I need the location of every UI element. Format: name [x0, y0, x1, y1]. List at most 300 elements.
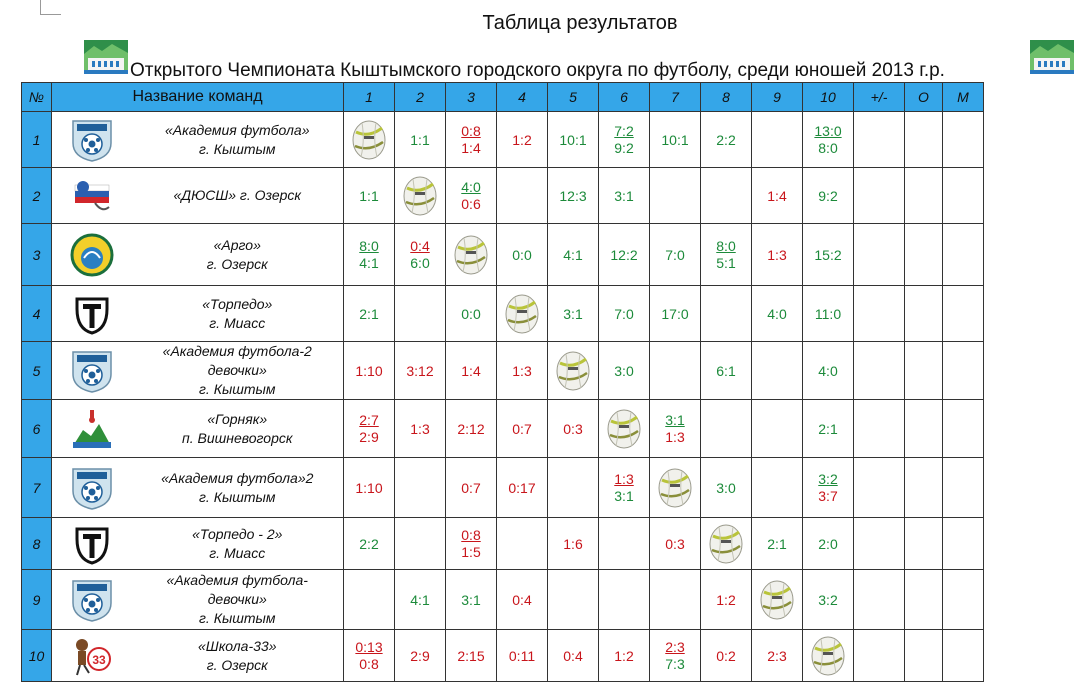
team-logo-cell	[52, 458, 132, 518]
score-cell	[599, 518, 650, 570]
score-cell	[599, 342, 650, 400]
table-row	[22, 630, 984, 682]
team-name-line: «Арго»	[213, 236, 261, 253]
match-score: 0:7	[461, 479, 481, 496]
second-match-score: 3:7	[818, 487, 838, 504]
match-score: 12:2	[610, 246, 638, 263]
match-score: 2:9	[410, 647, 430, 664]
table-row	[22, 570, 984, 630]
score-cell	[599, 224, 650, 286]
match-score-pair	[614, 123, 633, 157]
match-score: 0:11	[508, 647, 536, 664]
akademiya-logo	[69, 348, 115, 394]
match-score: 2:2	[716, 131, 736, 148]
second-match-score: 2:9	[359, 428, 379, 445]
first-match-score: 8:0	[716, 237, 736, 254]
place-cell	[943, 224, 984, 286]
team-name-line: девочки»	[207, 362, 267, 378]
score-cell	[752, 630, 803, 682]
match-score: 1:10	[355, 479, 383, 496]
match-score: 17:0	[661, 305, 689, 322]
table-row	[22, 518, 984, 570]
second-match-score: 4:1	[359, 254, 379, 271]
second-match-score: 1:5	[461, 543, 481, 560]
score-cell	[548, 400, 599, 458]
football-icon	[401, 174, 439, 218]
score-cell	[497, 630, 548, 682]
place-cell	[943, 630, 984, 682]
football-icon	[452, 233, 490, 277]
score-cell	[548, 112, 599, 168]
score-cell	[701, 342, 752, 400]
self-match-cell	[599, 400, 650, 458]
football-icon	[656, 466, 694, 510]
match-score: 0:2	[716, 647, 736, 664]
score-cell	[395, 518, 446, 570]
points-cell	[905, 570, 943, 630]
score-cell	[344, 286, 395, 342]
match-score: 1:2	[716, 591, 736, 608]
score-cell	[497, 342, 548, 400]
col-header-team-name: Название команд	[52, 83, 344, 112]
football-icon	[554, 349, 592, 393]
score-cell	[803, 458, 854, 518]
place-cell	[943, 286, 984, 342]
self-match-cell	[701, 518, 752, 570]
score-cell	[650, 286, 701, 342]
goal-diff-cell	[854, 630, 905, 682]
score-cell	[395, 570, 446, 630]
torpedo-logo	[69, 521, 115, 567]
score-cell	[599, 112, 650, 168]
points-cell	[905, 518, 943, 570]
score-cell	[599, 286, 650, 342]
score-cell	[803, 168, 854, 224]
place-cell	[943, 400, 984, 458]
score-cell	[497, 168, 548, 224]
score-cell	[395, 458, 446, 518]
row-number: 4	[22, 286, 52, 342]
team-logo-cell	[52, 570, 132, 630]
first-match-score: 2:7	[359, 411, 379, 428]
match-score: 1:2	[614, 647, 634, 664]
self-match-cell	[446, 224, 497, 286]
match-score: 0:0	[512, 246, 532, 263]
table-row	[22, 224, 984, 286]
match-score-pair	[814, 123, 841, 157]
match-score: 15:2	[814, 246, 842, 263]
table-row	[22, 168, 984, 224]
score-cell	[599, 458, 650, 518]
goal-diff-cell	[854, 570, 905, 630]
col-header-goal-diff: +/-	[854, 83, 905, 112]
team-name-line: «Торпедо»	[202, 295, 273, 312]
team-name	[132, 400, 344, 458]
team-name	[132, 458, 344, 518]
match-score: 1:3	[512, 362, 532, 379]
score-cell	[752, 286, 803, 342]
score-cell	[803, 342, 854, 400]
team-name-line: г. Кыштым	[199, 381, 276, 397]
points-cell	[905, 286, 943, 342]
second-match-score: 8:0	[818, 139, 838, 156]
team-name-line: г. Миасс	[209, 544, 266, 561]
score-cell	[344, 224, 395, 286]
team-name-line: «Горняк»	[207, 410, 268, 427]
first-match-score: 0:13	[355, 638, 383, 655]
row-number: 8	[22, 518, 52, 570]
score-cell	[344, 570, 395, 630]
match-score: 10:1	[661, 131, 689, 148]
points-cell	[905, 342, 943, 400]
self-match-cell	[395, 168, 446, 224]
gornyak-logo	[69, 406, 115, 452]
points-cell	[905, 224, 943, 286]
col-header-round: 10	[803, 83, 854, 112]
score-cell	[701, 400, 752, 458]
col-header-points: О	[905, 83, 943, 112]
first-match-score: 3:1	[665, 411, 685, 428]
score-cell	[446, 168, 497, 224]
team-name	[132, 224, 344, 286]
goal-diff-cell	[854, 286, 905, 342]
match-score: 4:0	[767, 305, 787, 322]
match-score: 1:4	[767, 187, 787, 204]
score-cell	[446, 458, 497, 518]
match-score: 10:1	[559, 131, 587, 148]
match-score: 4:1	[563, 246, 583, 263]
score-cell	[650, 168, 701, 224]
match-score: 2:1	[818, 420, 838, 437]
col-header-round: 1	[344, 83, 395, 112]
row-number: 3	[22, 224, 52, 286]
first-match-score: 13:0	[814, 122, 842, 139]
first-match-score: 0:4	[410, 237, 430, 254]
match-score-pair	[716, 238, 735, 272]
match-score: 3:0	[716, 479, 736, 496]
col-header-round: 2	[395, 83, 446, 112]
team-name-line: «Торпедо - 2»	[192, 525, 283, 542]
team-name-line: «ДЮСШ» г. Озерск	[173, 187, 302, 203]
score-cell	[344, 168, 395, 224]
second-match-score: 3:1	[614, 487, 634, 504]
match-score: 2:2	[359, 535, 379, 552]
table-header-row	[22, 83, 984, 112]
table-row	[22, 286, 984, 342]
row-number: 1	[22, 112, 52, 168]
col-header-round: 4	[497, 83, 548, 112]
score-cell	[446, 570, 497, 630]
table-row	[22, 342, 984, 400]
score-cell	[803, 570, 854, 630]
team-name	[132, 342, 344, 400]
match-score-pair	[614, 471, 633, 505]
second-match-score: 6:0	[410, 254, 430, 271]
table-row	[22, 112, 984, 168]
torpedo-logo	[69, 291, 115, 337]
second-match-score: 9:2	[614, 139, 634, 156]
page-title: Таблица результатов	[482, 12, 678, 34]
match-score-pair	[665, 639, 684, 673]
score-cell	[701, 458, 752, 518]
points-cell	[905, 168, 943, 224]
match-score: 3:1	[563, 305, 583, 322]
score-cell	[803, 286, 854, 342]
score-cell	[599, 630, 650, 682]
page-subtitle: Открытого Чемпионата Кыштымского городского округа по футболу, среди юношей 2013 г.р.	[130, 60, 945, 81]
col-header-round: 8	[701, 83, 752, 112]
first-match-score: 3:2	[818, 470, 838, 487]
svg-text:33: 33	[92, 652, 106, 667]
match-score: 3:0	[614, 362, 634, 379]
score-cell	[395, 630, 446, 682]
match-score: 3:2	[818, 591, 838, 608]
match-score-pair	[665, 412, 684, 446]
football-icon	[809, 634, 847, 678]
score-cell	[701, 112, 752, 168]
first-match-score: 1:3	[614, 470, 634, 487]
team-name-line: г. Кыштым	[199, 140, 276, 157]
goal-diff-cell	[854, 112, 905, 168]
second-match-score: 7:3	[665, 655, 685, 672]
team-name-line: г. Озерск	[206, 255, 268, 272]
self-match-cell	[548, 342, 599, 400]
score-cell	[446, 112, 497, 168]
match-score: 0:4	[512, 591, 532, 608]
match-score: 0:4	[563, 647, 583, 664]
score-cell	[548, 570, 599, 630]
place-cell	[943, 458, 984, 518]
team-logo-cell	[52, 518, 132, 570]
score-cell	[344, 630, 395, 682]
col-header-round: 3	[446, 83, 497, 112]
match-score: 4:1	[410, 591, 430, 608]
match-score: 1:4	[461, 362, 481, 379]
place-cell	[943, 112, 984, 168]
team-logo-cell	[52, 342, 132, 400]
team-name	[132, 630, 344, 682]
points-cell	[905, 458, 943, 518]
match-score: 12:3	[559, 187, 587, 204]
goal-diff-cell	[854, 518, 905, 570]
score-cell	[395, 286, 446, 342]
match-score: 1:1	[410, 131, 430, 148]
score-cell	[497, 112, 548, 168]
second-match-score: 0:6	[461, 195, 481, 212]
points-cell	[905, 112, 943, 168]
table-row	[22, 400, 984, 458]
score-cell	[548, 518, 599, 570]
score-cell	[548, 458, 599, 518]
second-match-score: 1:4	[461, 139, 481, 156]
akademiya-logo	[69, 577, 115, 623]
score-cell	[650, 224, 701, 286]
row-number: 9	[22, 570, 52, 630]
col-header-round: 7	[650, 83, 701, 112]
match-score-pair	[359, 412, 378, 446]
score-cell	[650, 342, 701, 400]
score-cell	[650, 112, 701, 168]
football-icon	[758, 578, 796, 622]
score-cell	[395, 224, 446, 286]
goal-diff-cell	[854, 168, 905, 224]
score-cell	[701, 570, 752, 630]
match-score: 2:0	[818, 535, 838, 552]
match-score: 7:0	[614, 305, 634, 322]
col-header-num: №	[22, 83, 52, 112]
score-cell	[752, 112, 803, 168]
place-cell	[943, 570, 984, 630]
match-score: 2:12	[457, 420, 485, 437]
score-cell	[752, 400, 803, 458]
place-cell	[943, 518, 984, 570]
first-match-score: 4:0	[461, 178, 481, 195]
score-cell	[344, 400, 395, 458]
team-name-line: г. Кыштым	[199, 610, 276, 626]
score-cell	[344, 518, 395, 570]
col-header-round: 6	[599, 83, 650, 112]
second-match-score: 5:1	[716, 254, 736, 271]
goal-diff-cell	[854, 400, 905, 458]
team-name-line: «Школа-33»	[198, 637, 277, 654]
second-match-score: 0:8	[359, 655, 379, 672]
score-cell	[446, 400, 497, 458]
team-name-line: «Академия футбола»2	[161, 469, 314, 486]
score-cell	[446, 286, 497, 342]
score-cell	[395, 342, 446, 400]
score-cell	[548, 630, 599, 682]
city-emblem-icon	[1030, 40, 1074, 74]
first-match-score: 2:3	[665, 638, 685, 655]
team-name-line: «Академия футбола-2	[162, 343, 312, 359]
match-score: 0:7	[512, 420, 532, 437]
akademiya-logo	[69, 117, 115, 163]
score-cell	[395, 112, 446, 168]
match-score-pair	[461, 123, 480, 157]
match-score-pair	[461, 179, 480, 213]
score-cell	[548, 168, 599, 224]
score-cell	[344, 342, 395, 400]
score-cell	[803, 224, 854, 286]
self-match-cell	[650, 458, 701, 518]
score-cell	[497, 518, 548, 570]
match-score: 7:0	[665, 246, 685, 263]
score-cell	[752, 168, 803, 224]
city-emblem-icon	[84, 40, 128, 74]
score-cell	[599, 168, 650, 224]
score-cell	[344, 458, 395, 518]
team-name	[132, 570, 344, 630]
score-cell	[497, 224, 548, 286]
team-name-line: г. Кыштым	[199, 488, 276, 505]
match-score: 1:10	[355, 362, 383, 379]
score-cell	[497, 570, 548, 630]
row-number: 10	[22, 630, 52, 682]
team-name-line: «Академия футбола-	[166, 572, 308, 588]
goal-diff-cell	[854, 224, 905, 286]
first-match-score: 7:2	[614, 122, 634, 139]
match-score: 3:1	[614, 187, 634, 204]
second-match-score: 1:3	[665, 428, 685, 445]
score-cell	[446, 518, 497, 570]
score-cell	[395, 400, 446, 458]
match-score: 2:3	[767, 647, 787, 664]
match-score: 9:2	[818, 187, 838, 204]
match-score: 4:0	[818, 362, 838, 379]
team-logo-cell	[52, 286, 132, 342]
row-number: 2	[22, 168, 52, 224]
dyussh-logo	[69, 173, 115, 219]
self-match-cell	[803, 630, 854, 682]
argo-logo	[69, 232, 115, 278]
score-cell	[752, 518, 803, 570]
self-match-cell	[497, 286, 548, 342]
match-score: 1:3	[767, 246, 787, 263]
match-score: 3:12	[406, 362, 434, 379]
results-table	[21, 82, 984, 682]
team-name	[132, 168, 344, 224]
football-icon	[350, 118, 388, 162]
score-cell	[650, 400, 701, 458]
first-match-score: 8:0	[359, 237, 379, 254]
score-cell	[599, 570, 650, 630]
col-header-round: 9	[752, 83, 803, 112]
score-cell	[701, 168, 752, 224]
team-name-line: г. Миасс	[209, 314, 266, 331]
match-score: 11:0	[814, 305, 842, 322]
match-score: 1:3	[410, 420, 430, 437]
match-score-pair	[818, 471, 837, 505]
match-score-pair	[359, 238, 378, 272]
score-cell	[548, 224, 599, 286]
football-icon	[503, 292, 541, 336]
score-cell	[701, 286, 752, 342]
match-score: 1:6	[563, 535, 583, 552]
score-cell	[650, 630, 701, 682]
match-score: 1:2	[512, 131, 532, 148]
score-cell	[446, 630, 497, 682]
score-cell	[548, 286, 599, 342]
match-score: 0:3	[665, 535, 685, 552]
place-cell	[943, 168, 984, 224]
score-cell	[650, 570, 701, 630]
match-score-pair	[410, 238, 429, 272]
shkola33-logo	[69, 633, 115, 679]
team-name-line: г. Озерск	[206, 656, 268, 673]
team-name-line: девочки»	[207, 591, 267, 607]
match-score: 2:1	[767, 535, 787, 552]
score-cell	[497, 458, 548, 518]
row-number: 6	[22, 400, 52, 458]
score-cell	[752, 224, 803, 286]
score-cell	[701, 224, 752, 286]
score-cell	[752, 342, 803, 400]
match-score: 0:17	[508, 479, 536, 496]
team-name	[132, 286, 344, 342]
match-score: 6:1	[716, 362, 736, 379]
score-cell	[497, 400, 548, 458]
score-cell	[803, 518, 854, 570]
akademiya-logo	[69, 465, 115, 511]
score-cell	[803, 400, 854, 458]
match-score-pair	[461, 527, 480, 561]
score-cell	[650, 518, 701, 570]
team-name-line: п. Вишневогорск	[182, 429, 293, 446]
points-cell	[905, 630, 943, 682]
team-logo-cell	[52, 112, 132, 168]
self-match-cell	[344, 112, 395, 168]
team-logo-cell	[52, 168, 132, 224]
